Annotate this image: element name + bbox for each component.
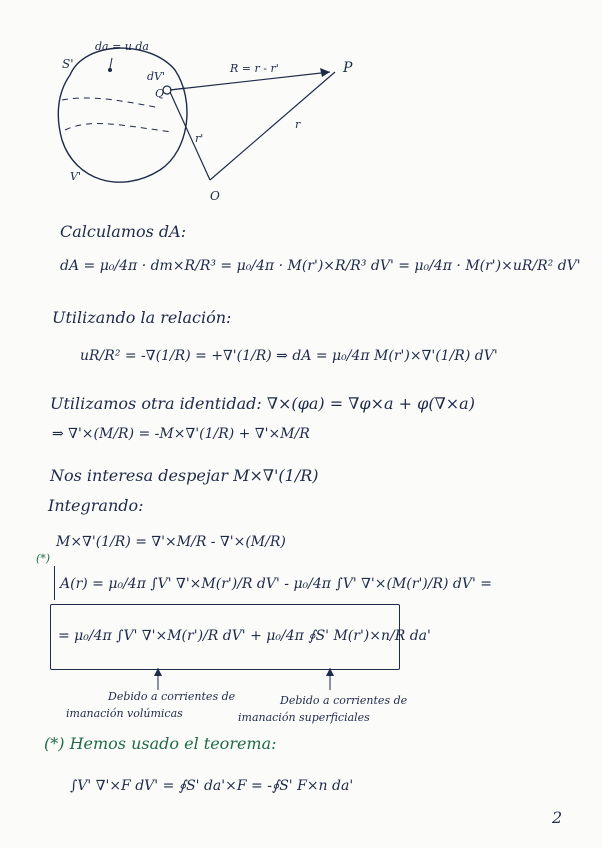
label-P: P [343, 60, 353, 76]
vector-r [210, 72, 335, 180]
star-mark: (*) [36, 552, 51, 565]
equation-7: ∫V' ∇'×F dV' = ∮S' da'×F = -∮S' F×n da' [70, 778, 354, 794]
magnetization-diagram [0, 0, 602, 215]
identity: Utilizamos otra identidad: ∇×(φa) = ∇φ×a + φ(∇×a) [50, 394, 475, 413]
integrando: Integrando: [48, 496, 144, 515]
theorem-intro: (*) Hemos usado el teorema: [44, 734, 277, 753]
note-right-1: Debido a corrientes de [280, 694, 408, 707]
equation-1: dA = μ₀/4π · dm×R/R³ = μ₀/4π · M(r')×R/R³ dV' = μ₀/4π · M(r')×uR/R² dV' [60, 258, 581, 274]
equation-6: = μ₀/4π ∫V' ∇'×M(r')/R dV' + μ₀/4π ∮S' M(r')×n/R da' [58, 628, 431, 644]
vector-r-prime [170, 92, 210, 180]
label-dv: dV' [147, 70, 166, 83]
calc-dA: Calculamos dA: [60, 222, 187, 241]
utilizando: Utilizando la relación: [52, 308, 232, 327]
equation-4: M×∇'(1/R) = ∇'×M/R - ∇'×(M/R) [56, 534, 286, 550]
page-number: 2 [552, 808, 563, 827]
equation-2: uR/R² = -∇(1/R) = +∇'(1/R) ⇒ dA = μ₀/4π M(r')×∇'(1/R) dV' [80, 348, 498, 364]
label-Q: Q [155, 87, 165, 100]
volume-outline [58, 48, 187, 182]
label-volume: V' [70, 170, 81, 183]
left-bracket [54, 566, 57, 600]
label-origin: O [210, 189, 220, 203]
label-r: r [295, 118, 301, 131]
note-left-2: imanación volúmicas [66, 707, 183, 720]
label-r-prime: r' [195, 132, 204, 145]
note-left-1: Debido a corrientes de [108, 690, 236, 703]
dashed-curve-1 [62, 98, 160, 108]
label-da: da = u da [95, 40, 149, 53]
note-right-2: imanación superficiales [238, 711, 370, 724]
despejar: Nos interesa despejar M×∇'(1/R) [50, 466, 319, 485]
dashed-curve-2 [65, 124, 172, 132]
label-R: R = r - r' [230, 62, 279, 75]
equation-5: A(r) = μ₀/4π ∫V' ∇'×M(r')/R dV' - μ₀/4π ∫V' ∇'×(M(r')/R) dV' = [60, 576, 493, 592]
equation-3: ⇒ ∇'×(M/R) = -M×∇'(1/R) + ∇'×M/R [52, 426, 310, 442]
label-surface: S' [62, 57, 74, 71]
